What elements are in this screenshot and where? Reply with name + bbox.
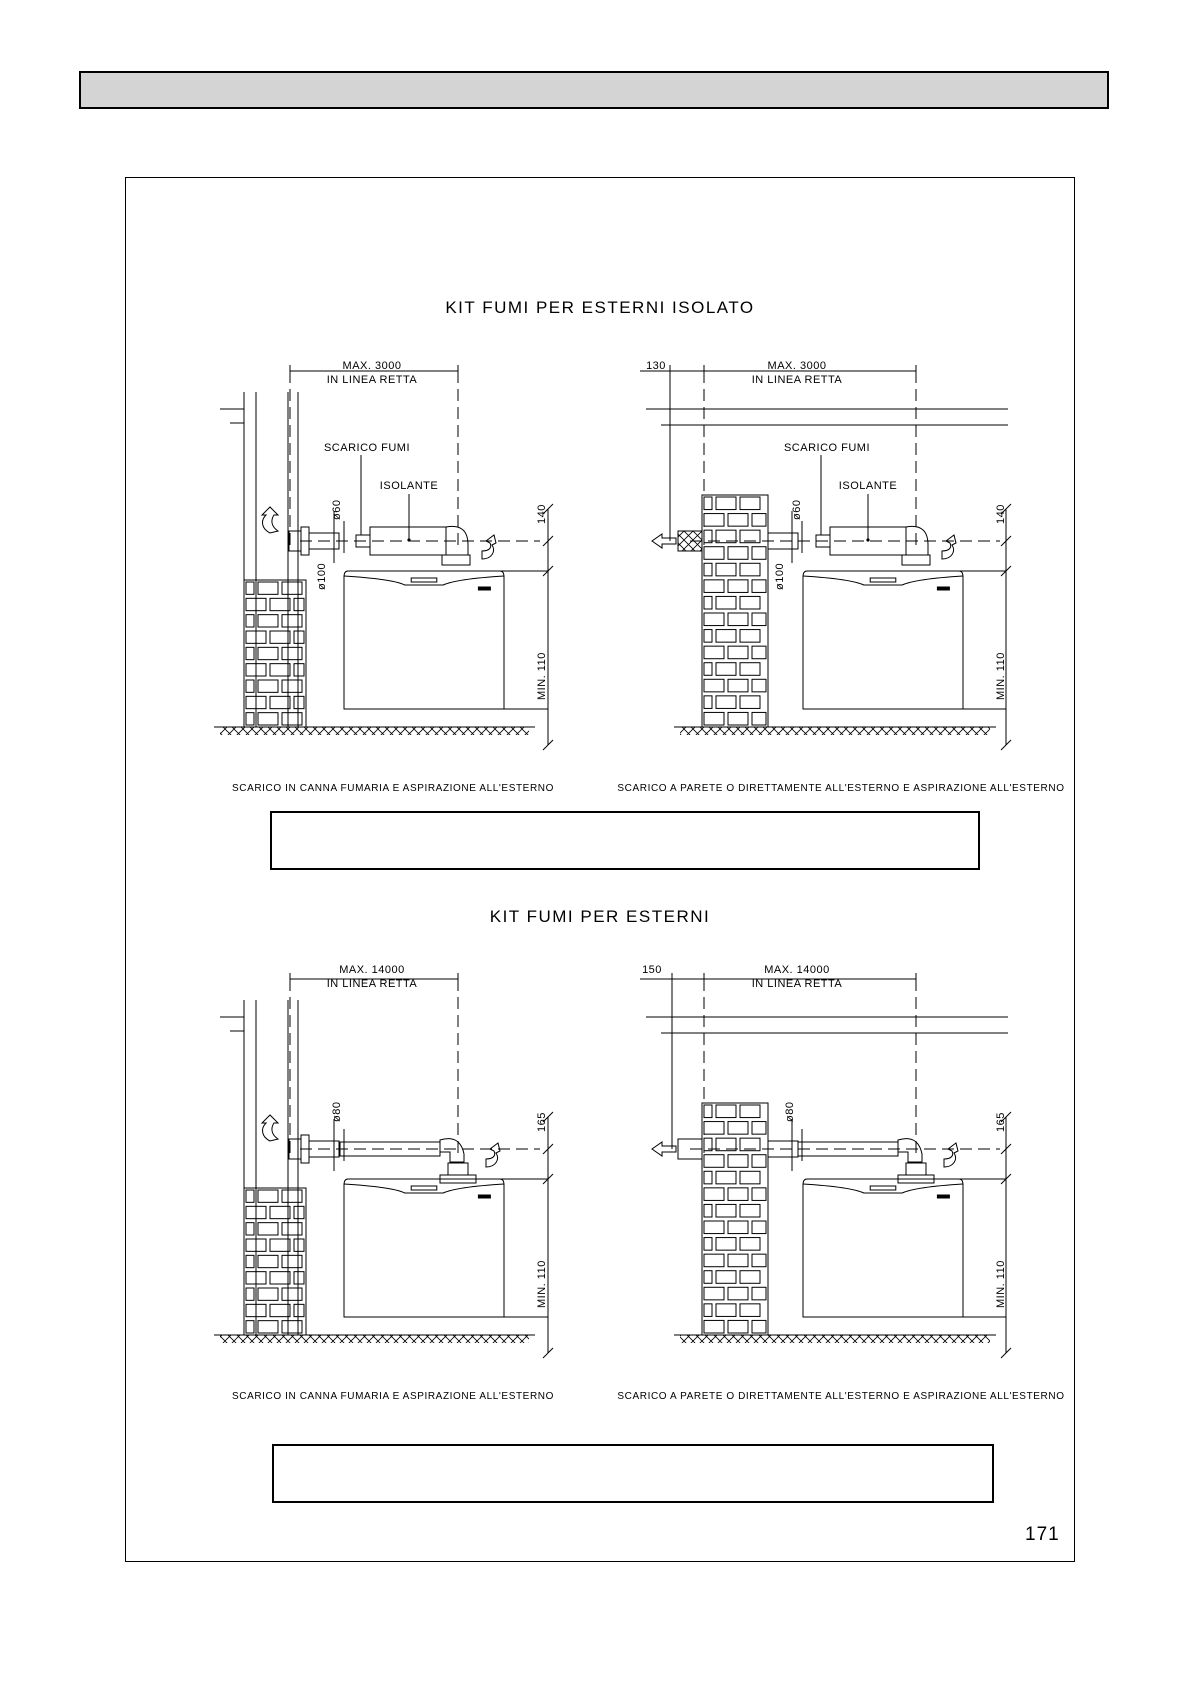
boiler-body [344, 1179, 504, 1317]
brick [752, 1122, 766, 1135]
diagram-wall-insulated [640, 365, 1011, 750]
brick [704, 1271, 712, 1284]
brick-wall [244, 1188, 306, 1335]
boiler-panel [803, 576, 963, 585]
brick [716, 1238, 736, 1251]
brick [246, 1190, 254, 1202]
boiler-panel [803, 1184, 963, 1193]
boiler-flange [442, 555, 470, 565]
brick [752, 679, 766, 692]
max-length-label: MAX. 14000 [764, 964, 830, 976]
dia-inner-label: ø60 [791, 499, 803, 520]
ground-hatch [680, 1335, 990, 1343]
brick [294, 696, 304, 708]
brick [740, 1304, 760, 1317]
brick [294, 598, 304, 610]
insulation-label: ISOLANTE [379, 480, 439, 492]
brick [282, 1223, 302, 1235]
brick [270, 631, 290, 643]
wall-offset-label: 130 [646, 360, 666, 372]
dia-outer-label: ø100 [774, 562, 786, 590]
max-length-label: MAX. 3000 [342, 360, 402, 372]
brick [716, 497, 736, 510]
brick [704, 712, 724, 725]
ground-hatch [220, 727, 529, 735]
brick [740, 497, 760, 510]
section-title: KIT FUMI PER ESTERNI [489, 907, 711, 926]
straight-line-label: IN LINEA RETTA [751, 374, 843, 386]
brick [704, 1254, 724, 1267]
brick [740, 1105, 760, 1118]
brick [704, 663, 712, 676]
brick [752, 547, 766, 560]
brick [704, 1204, 712, 1217]
boiler-body [344, 571, 504, 709]
brick [294, 1206, 304, 1218]
intake-arrow [942, 535, 956, 559]
brick [246, 615, 254, 627]
brick [752, 514, 766, 527]
ground-hatch [680, 727, 990, 735]
brick [728, 613, 748, 626]
boiler-panel [344, 576, 504, 585]
brick [704, 1320, 724, 1333]
note-box [270, 811, 980, 870]
brick [716, 1105, 736, 1118]
brick [728, 1155, 748, 1168]
brick [246, 1321, 254, 1333]
boiler-panel [344, 1184, 504, 1193]
boiler-display [411, 1186, 437, 1190]
brick [740, 1238, 760, 1251]
brick [282, 582, 302, 594]
height-bottom-label: MIN. 110 [995, 1260, 1007, 1308]
brick [716, 630, 736, 643]
intake-arrow [944, 1143, 958, 1167]
brick [246, 680, 254, 692]
diagram-chimney-insulated [214, 365, 553, 750]
max-length-label: MAX. 14000 [339, 964, 405, 976]
brick [716, 1271, 736, 1284]
brick [270, 664, 290, 676]
boiler-display [870, 578, 896, 582]
dia-inner-label: ø80 [784, 1101, 796, 1122]
note-box [272, 1444, 994, 1503]
brick [704, 1221, 724, 1234]
terminal [289, 1139, 301, 1159]
brick [246, 647, 254, 659]
brick [728, 514, 748, 527]
diagram-caption: SCARICO IN CANNA FUMARIA E ASPIRAZIONE ALL'ESTERNO [232, 783, 554, 794]
leader-dot [407, 538, 410, 541]
brick [258, 582, 278, 594]
brick [716, 563, 736, 576]
brick [752, 1155, 766, 1168]
brick [704, 696, 712, 709]
brick [294, 1272, 304, 1284]
brick [740, 630, 760, 643]
boiler-indicator [937, 587, 949, 590]
brick [294, 1304, 304, 1316]
brick [704, 630, 712, 643]
boiler-display [870, 1186, 896, 1190]
brick [752, 613, 766, 626]
brick [282, 1288, 302, 1300]
brick [282, 680, 302, 692]
brick [258, 615, 278, 627]
brick [270, 1239, 290, 1251]
brick [270, 696, 290, 708]
height-top-label: 165 [536, 1112, 548, 1132]
brick [716, 696, 736, 709]
dia-inner-label: ø60 [331, 499, 343, 520]
boiler-body [803, 571, 963, 709]
brick [704, 1287, 724, 1300]
terminal [678, 531, 702, 551]
brick [728, 1320, 748, 1333]
brick [270, 1206, 290, 1218]
brick [740, 1171, 760, 1184]
elbow [898, 1139, 922, 1162]
brick [294, 664, 304, 676]
ground-hatch [220, 1335, 529, 1343]
diagram-chimney-standard [214, 973, 553, 1358]
brick [258, 680, 278, 692]
diagram-caption: SCARICO A PARETE O DIRETTAMENTE ALL'ESTERNO E ASPIRAZIONE ALL'ESTERNO [617, 1391, 1065, 1402]
brick [740, 1204, 760, 1217]
brick [294, 1239, 304, 1251]
height-bottom-label: MIN. 110 [995, 652, 1007, 700]
brick [704, 1304, 712, 1317]
brick [728, 1287, 748, 1300]
brick [704, 1188, 724, 1201]
section-title: KIT FUMI PER ESTERNI ISOLATO [445, 298, 755, 317]
elbow [440, 1139, 464, 1162]
brick [728, 1188, 748, 1201]
brick [752, 1254, 766, 1267]
brick [740, 596, 760, 609]
boiler-indicator [478, 1195, 490, 1198]
boiler-indicator [937, 1195, 949, 1198]
brick [716, 1304, 736, 1317]
brick [728, 580, 748, 593]
brick [740, 663, 760, 676]
brick [752, 580, 766, 593]
brick [728, 1122, 748, 1135]
brick [704, 1105, 712, 1118]
height-bottom-label: MIN. 110 [536, 652, 548, 700]
brick [704, 580, 724, 593]
boiler-indicator [478, 587, 490, 590]
brick [270, 1272, 290, 1284]
brick [246, 1288, 254, 1300]
brick [294, 631, 304, 643]
brick [752, 646, 766, 659]
brick [282, 1321, 302, 1333]
brick [728, 646, 748, 659]
brick [704, 514, 724, 527]
brick [282, 713, 302, 725]
diagram-caption: SCARICO A PARETE O DIRETTAMENTE ALL'ESTERNO E ASPIRAZIONE ALL'ESTERNO [617, 783, 1065, 794]
straight-line-label: IN LINEA RETTA [751, 978, 843, 990]
brick [246, 1223, 254, 1235]
brick [728, 1254, 748, 1267]
diagram-caption: SCARICO IN CANNA FUMARIA E ASPIRAZIONE ALL'ESTERNO [232, 1391, 554, 1402]
brick [740, 696, 760, 709]
air-arrow [262, 1115, 278, 1141]
insulation-label: ISOLANTE [838, 480, 898, 492]
brick [740, 1271, 760, 1284]
straight-line-label: IN LINEA RETTA [326, 374, 418, 386]
intake-arrow [482, 535, 496, 559]
brick [704, 679, 724, 692]
brick [270, 1304, 290, 1316]
brick [704, 646, 724, 659]
brick [246, 582, 254, 594]
brick [258, 1288, 278, 1300]
brick [282, 1255, 302, 1267]
brick [752, 1287, 766, 1300]
boiler-body [803, 1179, 963, 1317]
brick [716, 1204, 736, 1217]
boiler-spigot [448, 1163, 468, 1175]
brick [270, 598, 290, 610]
brick [704, 596, 712, 609]
max-length-label: MAX. 3000 [767, 360, 827, 372]
brick [728, 1221, 748, 1234]
wall-offset-label: 150 [642, 964, 662, 976]
brick [728, 712, 748, 725]
brick [704, 613, 724, 626]
height-top-label: 165 [995, 1112, 1007, 1132]
boiler-display [411, 578, 437, 582]
height-bottom-label: MIN. 110 [536, 1260, 548, 1308]
brick [258, 713, 278, 725]
brick [728, 547, 748, 560]
intake-arrow [486, 1143, 500, 1167]
brick [752, 1221, 766, 1234]
brick [258, 1255, 278, 1267]
brick [704, 547, 724, 560]
dia-outer-label: ø100 [316, 562, 328, 590]
brick [258, 647, 278, 659]
brick [258, 1190, 278, 1202]
brick [716, 596, 736, 609]
boiler-flange [902, 555, 930, 565]
brick [752, 1188, 766, 1201]
brick [258, 1321, 278, 1333]
brick [246, 713, 254, 725]
terminal [289, 531, 301, 551]
brick [704, 1122, 724, 1135]
boiler-spigot [906, 1163, 926, 1175]
air-arrow [262, 507, 278, 533]
flue-pipe [798, 1142, 898, 1156]
straight-line-label: IN LINEA RETTA [326, 978, 418, 990]
brick [752, 1320, 766, 1333]
brick [704, 497, 712, 510]
exhaust-arrow [652, 534, 676, 548]
brick [752, 712, 766, 725]
brick [704, 1238, 712, 1251]
brick [728, 679, 748, 692]
brick [740, 563, 760, 576]
brick [704, 1155, 724, 1168]
page-number: 171 [1025, 1524, 1060, 1545]
brick [282, 647, 302, 659]
brick [282, 1190, 302, 1202]
brick [704, 1171, 712, 1184]
brick-wall [244, 580, 306, 727]
leader-dot [866, 538, 869, 541]
brick [716, 1171, 736, 1184]
brick [246, 1255, 254, 1267]
flue-label: SCARICO FUMI [323, 442, 411, 454]
height-top-label: 140 [995, 504, 1007, 524]
brick [282, 615, 302, 627]
diagram-wall-standard [640, 973, 1011, 1358]
brick [704, 563, 712, 576]
brick [716, 663, 736, 676]
dia-inner-label: ø80 [331, 1101, 343, 1122]
flue-label: SCARICO FUMI [783, 442, 871, 454]
height-top-label: 140 [536, 504, 548, 524]
brick [258, 1223, 278, 1235]
